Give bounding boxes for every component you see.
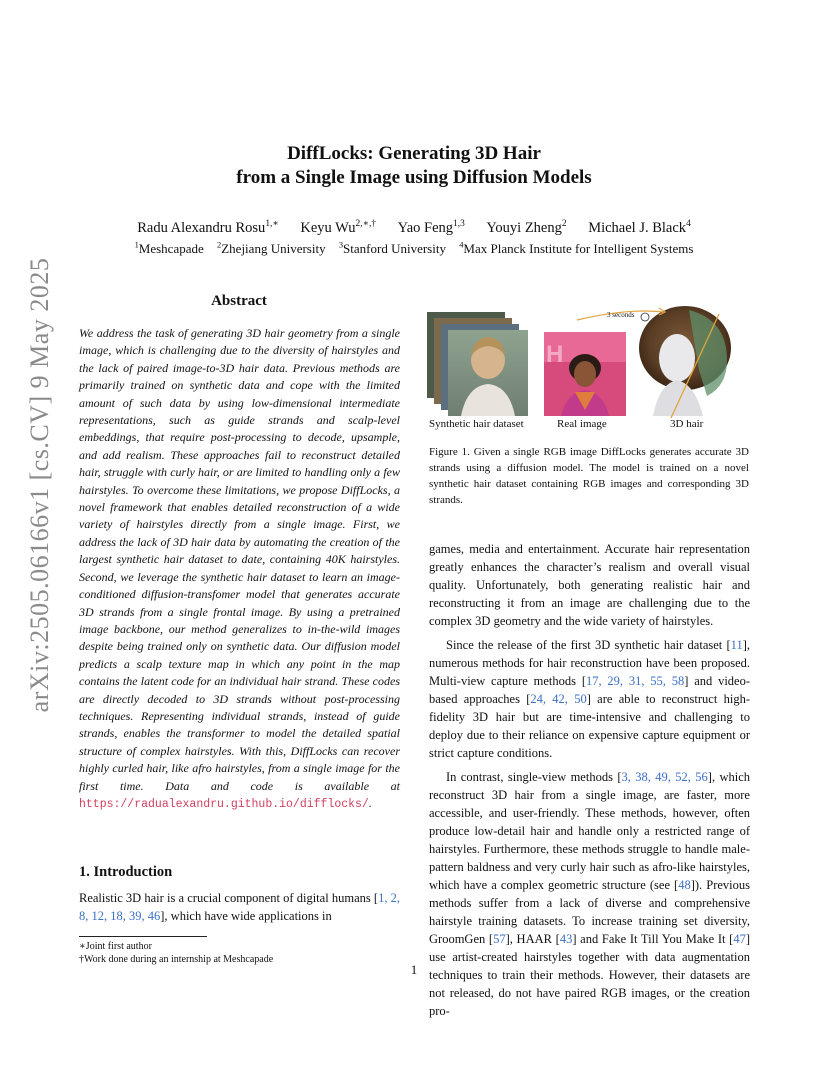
footnote-divider (79, 936, 207, 937)
citation-link[interactable]: 47 (733, 932, 746, 946)
citation-link[interactable]: 17, 29, 31, 55, 58 (585, 674, 685, 688)
figure-1 (427, 300, 750, 432)
paragraph: In contrast, single-view methods [3, 38, 49, 52, 56], which reconstruct 3D hair from a single image, are faster, more accessible, and user-friendly. These methods, however, often produce low-detail hair and handle only a restricted range of hairstyles. Furthermore, these methods struggle to handle male-pattern baldness and very curly hair such as afro-like hairstyles, which have a complex geometric structure (see [48]). Previous methods suffer from a lack of diverse and comprehensive hairstyle training datasets. To increase training set diversity, GroomGen [57], HAAR [43] and Fake It Till You Make It [47] use artist-created hairstyles together with data augmentation techniques to train their methods. However, their datasets are not released, do not have paired RGB images, or the creation pro- (429, 770, 751, 1018)
author-list (0, 218, 828, 237)
footnote-internship: †Work done during an internship at Meshcapade (79, 954, 274, 965)
figure-1-caption: Figure 1. Given a single RGB image DiffLocks generates accurate 3D strands using a diffusion model. The model is trained on a novel synthetic hair dataset containing RGB images and corresponding 3D strands. (429, 446, 749, 506)
title-line-1: DiffLocks: Generating 3D Hair (287, 143, 541, 164)
citation-link[interactable]: 24, 42, 50 (530, 692, 587, 706)
label-real-image: Real image (557, 418, 607, 430)
label-synthetic-hair-dataset: Synthetic hair dataset (429, 418, 524, 430)
figure-1-illustration (427, 300, 750, 432)
paragraph: Since the release of the first 3D synthetic hair dataset [11], numerous methods for hair reconstruction have been proposed. Multi-view capture methods [17, 29, 31, 55, 58] and video-based approaches [24, 42, 50] are able to reconstruct high-fidelity 3D hair but are time-intensive and challenging to deploy due to their reliance on expensive capture equipment or strict capture conditions. (429, 638, 751, 760)
author: Yao Feng$^{1,3}$ (397, 219, 465, 236)
3d-hair-render (639, 306, 731, 418)
svg-text:H: H (546, 341, 564, 368)
title-line-2: from a Single Image using Diffusion Models (236, 167, 592, 188)
author: Radu Alexandru Rosu$^{1,∗}$ (137, 219, 279, 236)
abstract-url-link[interactable]: https://radualexandru.github.io/difflocks/ (79, 797, 369, 811)
real-image (544, 332, 626, 416)
timer-label: 3 seconds (607, 311, 635, 319)
affiliation: $^1$Meshcapade (134, 240, 204, 257)
affiliation: $^3$Stanford University (338, 240, 446, 257)
citation-link[interactable]: 3, 38, 49, 52, 56 (621, 770, 708, 784)
abstract-body (79, 325, 400, 813)
page-number: 1 (410, 962, 418, 977)
author: Michael J. Black$^4$ (588, 219, 691, 236)
citation-link[interactable]: 1, 2, 8, 12, 18, 39, 46 (79, 891, 401, 923)
paper-title (0, 142, 828, 190)
citation-link[interactable]: 11 (730, 638, 743, 652)
abstract-text: We address the task of generating 3D hair geometry from a single image, which is challenging due to the diversity of hairstyles and the lack of paired image-to-3D hair data. Previous methods are primarily trained on synthetic data and cope with the limited amount of such data by using low-dimensional intermediate representations, such as guide strands and scalp-level embeddings, that require post-processing to decode, upsample, and add realism. These approaches fail to reconstruct detailed hair, struggle with curly hair, or are limited to handling only a few hairstyles. To overcome these limitations, we propose DiffLocks, a novel framework that enables detailed reconstruction of a wide variety of hairstyles directly from a single image. First, we address the lack of 3D hair data by automating the creation of the largest synthetic hair dataset to date, containing 40K hairstyles. Second, we leverage the synthetic hair dataset to learn an image-conditioned diffusion-transfomer model that generates accurate 3D strands from a single frontal image. By using a pretrained image backbone, our method generalizes to in-the-wild images despite being trained only on synthetic data. Our diffusion model predicts a scalp texture map in which any point in the map contains the latent code for an individual hair strand. These codes are directly decoded to 3D strands without post-processing techniques. Representing individual strands, instead of guide strands, enables the transformer to model the detailed spatial structure of complex hairstyles. With this, DiffLocks can recover highly curled hair, like afro hairstyles, from a single image for the first time. Data and code is available at (79, 326, 400, 793)
affiliation: $^2$Zhejiang University (217, 240, 326, 257)
intro-paragraph: Realistic 3D hair is a crucial component of digital humans [1, 2, 8, 12, 18, 39, 46], which have wide applications in (79, 891, 401, 923)
citation-link[interactable]: 43 (559, 932, 573, 946)
arxiv-identifier-text: arXiv:2505.06166v1 [cs.CV] 9 May 2025 (25, 257, 54, 713)
footnote-joint-first-author: ∗Joint first author (79, 941, 152, 952)
clock-icon (641, 313, 649, 321)
label-3d-hair: 3D hair (670, 418, 704, 430)
paragraph: games, media and entertainment. Accurate hair representation greatly enhances the character’s realism and overall visual quality. Unfortunately, both generating realistic hair and reconstructing it from an image are challenging due to the complex 3D geometry and the wide variety of hairstyles. (429, 542, 750, 628)
citation-link[interactable]: 48 (678, 878, 691, 892)
author: Keyu $Wu^{2,∗,\dagger}$ (300, 219, 377, 236)
abstract-end: . (368, 795, 372, 810)
citation-link[interactable]: 57 (493, 932, 506, 946)
affiliation-list (0, 240, 828, 257)
abstract-heading: Abstract (211, 293, 267, 309)
author: Youyi Zheng$^2$ (486, 219, 567, 236)
body-text-right-column (429, 540, 750, 1026)
section-heading-introduction: 1. Introduction (79, 864, 173, 880)
affiliation: $^4$Max Planck Institute for Intelligent Systems (459, 240, 694, 257)
arxiv-identifier (20, 257, 60, 713)
synthetic-dataset-stack (427, 312, 528, 416)
